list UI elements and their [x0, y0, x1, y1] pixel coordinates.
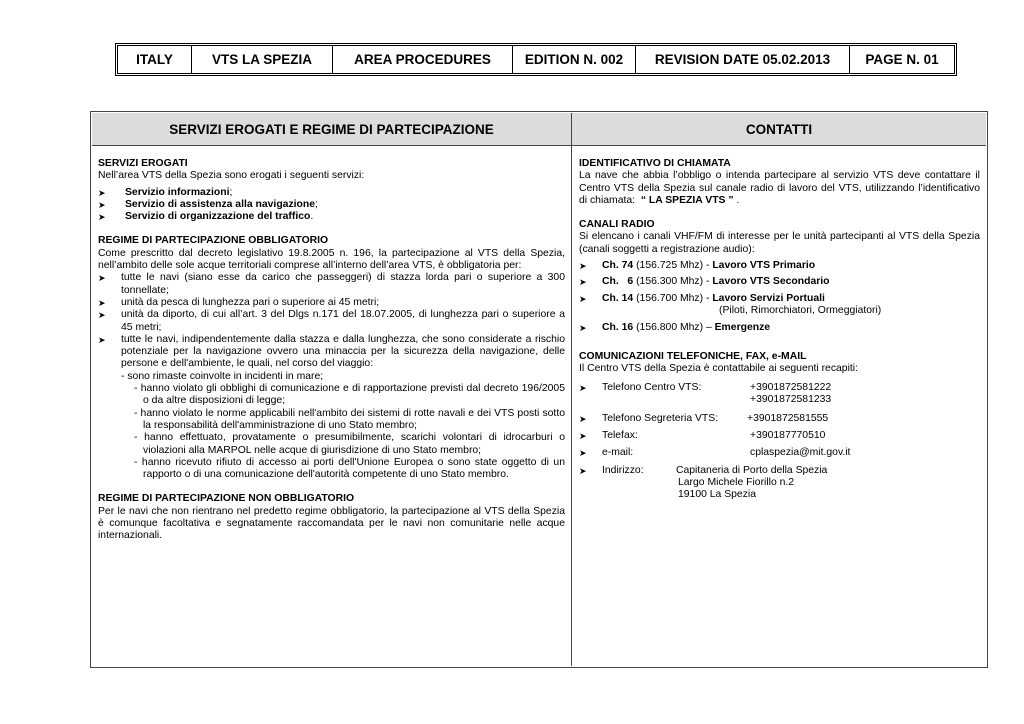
radio-text: Si elencano i canali VHF/FM di interesse per le unità partecipanti al VTS della Spezia (canali soggetti a registrazione audio):	[579, 231, 980, 255]
left-column	[92, 113, 572, 666]
list-item: ➤ Servizio di organizzazione del traffico.	[98, 211, 314, 223]
radio-heading: CANALI RADIO	[579, 219, 655, 231]
list-item: ➤ unità da diporto, di cui all’art. 3 del Dlgs n.171 del 18.07.2005, di lunghezza pari o superiore a 45 metri;	[98, 309, 565, 333]
email-link[interactable]: cplaspezia@mit.gov.it	[750, 447, 851, 459]
list-item: ➤ e-mail: cplaspezia@mit.gov.it	[579, 447, 851, 459]
servizi-heading: SERVIZI EROGATI	[98, 158, 188, 169]
arrow-bullet-icon: ➤	[579, 465, 587, 476]
left-column-title: SERVIZI EROGATI E REGIME DI PARTECIPAZIONE	[92, 113, 571, 146]
obbligatorio-list	[98, 272, 565, 481]
phone-value: +3901872581233	[750, 394, 832, 406]
list-item: ➤ tutte le navi, indipendentemente dalla stazza e dalla lunghezza, che sono considerate a rischio potenziale per la navigazione ovvero una minaccia per la sicurezza della navigazione, delle persone e dell'ambiente, le quali, nel corso del viaggio: - sono rimaste coinvolte in incidenti in mare; - hanno violato gli obblighi di comunicazione e di rapportazione previsti dal decreto 196/2005 o da altre disposizioni di legge; - hanno violato le norme applicabili nell'ambito dei sistemi di rotte navali e dei VTS posti sotto la responsabilità dell'amministrazione di uno Stato membro; - hanno effettuato, provatamente o presumibilmente, scarichi volontari di idrocarburi o violazioni alla MARPOL nelle acque di giurisdizione di uno Stato membro; - hanno ricevuto rifiuto di accesso ai porti dell'Unione Europea o sono state oggetto di un rapporto o di una comunicazione dell'autorità competente di uno Stato membro.	[98, 333, 565, 481]
list-item: ➤ Telefax: +390187770510	[579, 430, 826, 442]
list-item: ➤ Ch. 74 (156.725 Mhz) - Lavoro VTS Primario	[579, 260, 816, 272]
sub-item: - hanno ricevuto rifiuto di accesso ai porti dell'Unione Europea o sono state oggetto di un rapporto o di una comunicazione dell'autorità competente di uno Stato membro.	[134, 456, 565, 481]
header-section: AREA PROCEDURES	[332, 45, 513, 74]
arrow-bullet-icon: ➤	[579, 383, 587, 394]
list-item: ➤ Ch. 14 (156.700 Mhz) - Lavoro Servizi Portuali (Piloti, Rimorchiatori, Ormeggiatori)	[579, 293, 980, 318]
arrow-bullet-icon: ➤	[579, 277, 587, 288]
call-sign-heading: IDENTIFICATIVO DI CHIAMATA	[579, 158, 731, 169]
list-item: ➤ Servizio di assistenza alla navigazione;	[98, 198, 318, 210]
sub-item: - hanno violato gli obblighi di comunicazione e di rapportazione previsti dal decreto 196/2005 o da altre disposizioni di legge;	[134, 383, 565, 407]
arrow-bullet-icon: ➤	[98, 199, 106, 210]
list-item: ➤ Ch. 6 (156.300 Mhz) - Lavoro VTS Secondario	[579, 276, 830, 288]
phone-value: +3901872581222	[750, 382, 832, 394]
sub-item: - hanno effettuato, provatamente o presumibilmente, scarichi volontari di idrocarburi o violazioni alla MARPOL nelle acque di giurisdizione di uno Stato membro;	[134, 432, 565, 456]
services-list	[98, 187, 565, 224]
arrow-bullet-icon: ➤	[98, 187, 106, 198]
list-item: ➤ Ch. 16 (156.800 Mhz) – Emergenze	[579, 322, 771, 334]
arrow-bullet-icon: ➤	[98, 334, 106, 345]
arrow-bullet-icon: ➤	[98, 297, 106, 308]
content-table	[90, 111, 988, 668]
list-item: ➤ tutte le navi (siano esse da carico che passeggeri) di stazza lorda pari o superiore a 300 tonnellate;	[98, 272, 565, 296]
obbligatorio-heading: REGIME DI PARTECIPAZIONE OBBLIGATORIO	[98, 235, 329, 247]
list-item: ➤ Telefono Centro VTS: +3901872581222 +3901872581233	[579, 382, 980, 407]
communications-heading: COMUNICAZIONI TELEFONICHE, FAX, e-MAIL	[579, 350, 807, 362]
arrow-bullet-icon: ➤	[98, 310, 106, 321]
contacts-list	[579, 382, 980, 501]
non-obbligatorio-text: Per le navi che non rientrano nel predetto regime obbligatorio, la partecipazione al VTS della Spezia è comunque facoltativa e segnatamente raccomandata per le navi non comunitarie nelle acque internazionali.	[98, 505, 565, 542]
sub-item: - sono rimaste coinvolte in incidenti in mare;	[121, 370, 324, 382]
header-page: PAGE N. 01	[849, 45, 955, 74]
header-revision: REVISION DATE 05.02.2013	[635, 45, 850, 74]
fax-value: +390187770510	[750, 430, 826, 442]
arrow-bullet-icon: ➤	[579, 413, 587, 424]
arrow-bullet-icon: ➤	[579, 431, 587, 442]
address: Capitaneria di Porto della Spezia Largo Michele Fiorillo n.2 19100 La Spezia	[676, 464, 828, 501]
arrow-bullet-icon: ➤	[579, 261, 587, 272]
call-sign-text: La nave che abbia l’obbligo o intenda partecipare al servizio VTS deve contattare il Centro VTS della Spezia sul canale radio di lavoro del VTS, utilizzando l’identificativo di chiamata: “ LA SPEZIA VTS ” .	[579, 170, 980, 206]
right-column-title: CONTATTI	[572, 113, 986, 146]
document-header	[115, 43, 957, 76]
arrow-bullet-icon: ➤	[579, 293, 587, 304]
list-item: ➤ Telefono Segreteria VTS: +3901872581555	[579, 412, 829, 424]
list-item: ➤ unità da pesca di lunghezza pari o superiore ai 45 metri;	[98, 296, 380, 308]
header-country: ITALY	[117, 45, 192, 74]
arrow-bullet-icon: ➤	[98, 212, 106, 223]
sub-item: - hanno violato le norme applicabili nell'ambito dei sistemi di rotte navali e dei VTS posti sotto la responsabilità dell'amministrazione di uno Stato membro;	[134, 407, 565, 431]
call-sign: “ LA SPEZIA VTS ”	[640, 194, 734, 206]
right-column	[572, 113, 986, 666]
secretary-value: +3901872581555	[747, 412, 829, 424]
obbligatorio-intro: Come prescritto dal decreto legislativo 19.8.2005 n. 196, la partecipazione al VTS della Spezia, nell’ambito delle sole acque territoriali comprese all’interno dell’area VTS, è obbligatoria per:	[98, 247, 565, 272]
non-obbligatorio-heading: REGIME DI PARTECIPAZIONE NON OBBLIGATORIO	[98, 493, 355, 505]
list-item: ➤ Servizio informazioni;	[98, 186, 233, 198]
list-item: ➤ Indirizzo: Capitaneria di Porto della Spezia Largo Michele Fiorillo n.2 19100 La Spezia	[579, 464, 828, 501]
header-service: VTS LA SPEZIA	[191, 45, 333, 74]
arrow-bullet-icon: ➤	[579, 448, 587, 459]
servizi-intro: Nell’area VTS della Spezia sono erogati i seguenti servizi:	[98, 170, 365, 182]
arrow-bullet-icon: ➤	[579, 323, 587, 334]
arrow-bullet-icon: ➤	[98, 273, 106, 284]
ch14-note: (Piloti, Rimorchiatori, Ormeggiatori)	[719, 304, 882, 316]
header-edition: EDITION N. 002	[512, 45, 636, 74]
communications-text: Il Centro VTS della Spezia è contattabile ai seguenti recapiti:	[579, 362, 858, 374]
channels-list	[579, 260, 980, 334]
